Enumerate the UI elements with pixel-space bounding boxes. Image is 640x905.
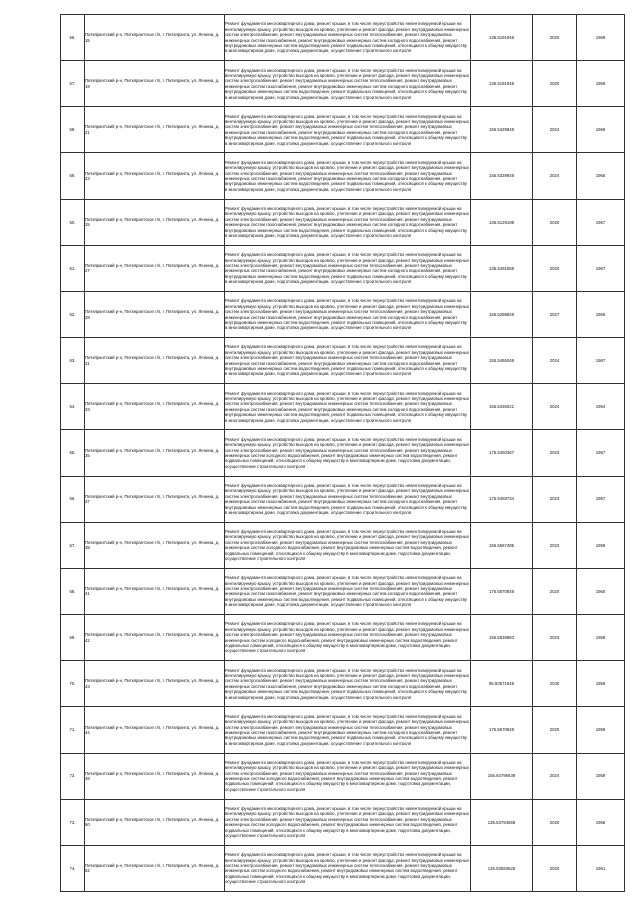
table-row	[61, 199, 625, 245]
table-body	[61, 15, 625, 892]
row-works	[225, 753, 471, 799]
row-address-text: Питкярантский р-н, Питкярантское г/п, г. Питкяранта, ул. Ленина, д. 31	[85, 355, 220, 366]
row-address-text: Питкярантский р-н, Питкярантское г/п, г. Питкяранта, ул. Ленина, д. 37	[85, 493, 220, 505]
row-build-year-text: 1966	[595, 173, 606, 179]
table-row	[61, 61, 625, 107]
row-number-text: 71.	[69, 727, 76, 733]
row-plan-year-text: 2020	[549, 819, 560, 825]
row-number	[61, 199, 85, 245]
row-works-text: Ремонт фундамента многоквартирного дома, ремонт крыши, в том числе переустройство невентилируемой крыши на вентилируемую крышу, устройство выходов на кровлю, утепление и ремонт фасада, ремонт внутридомовых инженерных систем электроснабжения, ремонт внутридомовых инженерных систем теплоснабжения, ремонт внутридомовых инженерных систем газоснабжения, ремонт внутридомовых инженерных систем холодного водоснабжения, ремонт внутридомовых инженерных систем водоотведения, ремонт подвальных помещений, относящихся к общему имуществу в многоквартирном доме, подготовка документации, осуществление строительного контроля	[225, 667, 469, 700]
row-cost-text: 95.50571848	[488, 681, 515, 687]
row-build-year-text: 1967	[595, 219, 606, 225]
row-number	[61, 522, 85, 568]
row-build-year	[577, 245, 625, 291]
row-works-text: Ремонт фундамента многоквартирного дома, ремонт крыши, в том числе переустройство невентилируемой крыши на вентилируемую крышу, устройство выходов на кровлю, утепление и ремонт фасада, ремонт внутридомовых инженерных систем электроснабжения, ремонт внутридомовых инженерных систем теплоснабжения, ремонт внутридомовых инженерных систем холодного водоснабжения, ремонт внутридомовых инженерных систем водоотведения, ремонт подвальных помещений, относящихся к общему имуществу в многоквартирном доме, подготовка документации, осуществление строительного контроля	[225, 621, 469, 654]
row-plan-year-text: 2020	[549, 219, 560, 225]
row-number	[61, 476, 85, 522]
row-works	[225, 799, 471, 845]
row-plan-year	[533, 753, 577, 799]
row-address	[85, 384, 225, 430]
row-plan-year	[533, 615, 577, 661]
table-row	[61, 568, 625, 614]
row-build-year-text: 1969	[595, 81, 606, 87]
table-row	[61, 15, 625, 61]
row-number-text: 70.	[69, 681, 76, 687]
row-plan-year	[533, 199, 577, 245]
row-works-text: Ремонт фундамента многоквартирного дома, ремонт крыши, в том числе переустройство невентилируемой крыши на вентилируемую крышу, устройство выходов на кровлю, утепление и ремонт фасада, ремонт внутридомовых инженерных систем электроснабжения, ремонт внутридомовых инженерных систем теплоснабжения, ремонт внутридомовых инженерных систем газоснабжения, ремонт внутридомовых инженерных систем холодного водоснабжения, ремонт внутридомовых инженерных систем водоотведения, ремонт подвальных помещений, относящихся к общему имуществу в многоквартирном доме, подготовка документации, осуществление строительного контроля	[225, 67, 469, 100]
table-row	[61, 153, 625, 199]
row-number	[61, 661, 85, 707]
row-cost-text: 155.5329848	[488, 173, 515, 179]
row-address	[85, 61, 225, 107]
row-build-year	[577, 153, 625, 199]
row-build-year	[577, 615, 625, 661]
row-cost	[471, 153, 533, 199]
row-build-year-text: 1957	[595, 450, 606, 456]
row-number	[61, 753, 85, 799]
row-number-text: 72.	[69, 773, 76, 779]
row-address	[85, 245, 225, 291]
row-works	[225, 476, 471, 522]
row-works	[225, 845, 471, 891]
row-plan-year	[533, 522, 577, 568]
row-plan-year-text: 2020	[549, 81, 560, 87]
row-works-text: Ремонт фундамента многоквартирного дома, ремонт крыши, в том числе переустройство невентилируемой крыши на вентилируемую крышу, устройство выходов на кровлю, утепление и ремонт фасада, ремонт внутридомовых инженерных систем электроснабжения, ремонт внутридомовых инженерных систем теплоснабжения, ремонт внутридомовых инженерных систем газоснабжения, ремонт внутридомовых инженерных систем холодного водоснабжения, ремонт внутридомовых инженерных систем водоотведения, ремонт подвальных помещений, относящихся к общему имуществу в многоквартирном доме, подготовка документации, осуществление строительного контроля	[225, 298, 469, 331]
row-plan-year-text: 2024	[549, 773, 560, 779]
row-plan-year-text: 2023	[549, 450, 560, 456]
row-cost	[471, 430, 533, 476]
row-cost-text: 175.5450367	[488, 450, 515, 456]
row-plan-year	[533, 61, 577, 107]
row-build-year	[577, 61, 625, 107]
row-number-text: 62.	[69, 311, 76, 317]
row-works	[225, 522, 471, 568]
row-plan-year	[533, 476, 577, 522]
row-cost-text: 155.54795638	[487, 773, 516, 779]
row-works	[225, 338, 471, 384]
row-works-text: Ремонт фундамента многоквартирного дома, ремонт крыши, в том числе переустройство невентилируемой крыши на вентилируемую крышу, устройство выходов на кровлю, утепление и ремонт фасада, ремонт внутридомовых инженерных систем электроснабжения, ремонт внутридомовых инженерных систем теплоснабжения, ремонт внутридомовых инженерных систем холодного водоснабжения, ремонт внутридомовых инженерных систем водоотведения, ремонт подвальных помещений, относящихся к общему имуществу в многоквартирном доме, подготовка документации, осуществление строительного контроля	[225, 436, 469, 469]
row-build-year-text: 1969	[595, 34, 606, 40]
row-address	[85, 15, 225, 61]
row-number	[61, 707, 85, 753]
row-address	[85, 338, 225, 384]
row-build-year-text: 1958	[595, 634, 606, 640]
row-plan-year-text: 2020	[549, 34, 560, 40]
row-address-text: Питкярантский р-н, Питкярантское г/п, г. Питкяранта, ул. Ленина, д. 44	[85, 724, 220, 735]
repair-schedule-table	[60, 14, 625, 892]
row-cost-text: 135.5129198	[488, 219, 515, 225]
row-address	[85, 568, 225, 614]
row-build-year	[577, 799, 625, 845]
row-number	[61, 107, 85, 153]
row-address-text: Питкярантский р-н, Питкярантское г/п, г. Питкяранта, ул. Ленина, д. 33	[85, 401, 220, 412]
row-works-text: Ремонт фундамента многоквартирного дома, ремонт крыши, в том числе переустройство невентилируемой крыши на вентилируемую крышу, устройство выходов на кровлю, утепление и ремонт фасада, ремонт внутридомовых инженерных систем электроснабжения, ремонт внутридомовых инженерных систем теплоснабжения, ремонт внутридомовых инженерных систем газоснабжения, ремонт внутридомовых инженерных систем холодного водоснабжения, ремонт внутридомовых инженерных систем водоотведения, ремонт подвальных помещений, относящихся к общему имуществу в многоквартирном доме, подготовка документации, осуществление строительного контроля	[225, 252, 469, 285]
row-works	[225, 661, 471, 707]
row-works	[225, 430, 471, 476]
row-number-text: 68.	[69, 588, 76, 594]
row-cost-text: 175.5570848	[488, 727, 515, 733]
row-cost	[471, 476, 533, 522]
row-address-text: Питкярантский р-н, Питкярантское г/п, г. Питкяранта, ул. Ленина, д. 25	[85, 216, 220, 228]
row-cost	[471, 753, 533, 799]
row-plan-year-text: 2020	[549, 727, 560, 733]
row-plan-year	[533, 799, 577, 845]
row-plan-year-text: 2020	[549, 588, 560, 594]
row-plan-year	[533, 384, 577, 430]
row-works	[225, 153, 471, 199]
table-row	[61, 245, 625, 291]
row-address	[85, 291, 225, 337]
row-number	[61, 799, 85, 845]
row-build-year-text: 1959	[595, 542, 606, 548]
row-works-text: Ремонт фундамента многоквартирного дома, ремонт крыши, в том числе переустройство невентилируемой крыши на вентилируемую крышу, устройство выходов на кровлю, утепление и ремонт фасада, ремонт внутридомовых инженерных систем электроснабжения, ремонт внутридомовых инженерных систем теплоснабжения, ремонт внутридомовых инженерных систем газоснабжения, ремонт внутридомовых инженерных систем холодного водоснабжения, ремонт внутридомовых инженерных систем водоотведения, ремонт подвальных помещений, относящихся к общему имуществу в многоквартирном доме, подготовка документации, осуществление строительного контроля	[225, 159, 469, 192]
row-address-text: Питкярантский р-н, Питкярантское г/п, г. Питкяранта, ул. Ленина, д. 21	[85, 124, 220, 135]
row-plan-year-text: 2027	[549, 311, 560, 317]
row-works	[225, 568, 471, 614]
row-number-text: 63.	[69, 357, 76, 363]
row-address-text: Питкярантский р-н, Питкярантское г/п, г. Питкяранта, ул. Ленина, д. 35	[85, 447, 220, 458]
row-cost-text: 135.5191948	[488, 34, 515, 40]
row-build-year	[577, 338, 625, 384]
row-build-year	[577, 522, 625, 568]
row-number-text: 67.	[69, 542, 76, 548]
row-address-text: Питкярантский р-н, Питкярантское г/п, г. Питкяранта, ул. Ленина, д. 23	[85, 170, 220, 182]
row-number-text: 65.	[69, 450, 76, 456]
row-plan-year	[533, 845, 577, 891]
row-number-text: 64.	[69, 404, 76, 410]
table-row	[61, 799, 625, 845]
row-number	[61, 430, 85, 476]
row-plan-year	[533, 153, 577, 199]
row-address	[85, 107, 225, 153]
row-build-year	[577, 15, 625, 61]
row-works-text: Ремонт фундамента многоквартирного дома, ремонт крыши, в том числе переустройство невентилируемой крыши на вентилируемую крышу, устройство выходов на кровлю, утепление и ремонт фасада, ремонт внутридомовых инженерных систем электроснабжения, ремонт внутридомовых инженерных систем теплоснабжения, ремонт внутридомовых инженерных систем газоснабжения, ремонт внутридомовых инженерных систем холодного водоснабжения, ремонт внутридомовых инженерных систем водоотведения, ремонт подвальных помещений, относящихся к общему имуществу в многоквартирном доме, подготовка документации, осуществление строительного контроля	[225, 21, 469, 54]
row-works-text: Ремонт фундамента многоквартирного дома, ремонт крыши, в том числе переустройство невентилируемой крыши на вентилируемую крышу, устройство выходов на кровлю, утепление и ремонт фасада, ремонт внутридомовых инженерных систем электроснабжения, ремонт внутридомовых инженерных систем теплоснабжения, ремонт внутридомовых инженерных систем газоснабжения, ремонт внутридомовых инженерных систем холодного водоснабжения, ремонт внутридомовых инженерных систем водоотведения, ремонт подвальных помещений, относящихся к общему имуществу в многоквартирном доме, подготовка документации, осуществление строительного контроля	[225, 713, 469, 746]
row-cost-text: 135.5491658	[488, 265, 515, 271]
row-plan-year	[533, 661, 577, 707]
row-works	[225, 707, 471, 753]
row-plan-year-text: 2024	[549, 404, 560, 410]
table-row	[61, 615, 625, 661]
table-row	[61, 430, 625, 476]
table-row	[61, 107, 625, 153]
row-number-text: 74.	[69, 865, 76, 871]
row-number-text: 57.	[69, 81, 76, 87]
row-address	[85, 476, 225, 522]
row-plan-year	[533, 430, 577, 476]
row-plan-year-text: 2020	[549, 265, 560, 271]
row-number	[61, 245, 85, 291]
row-works-text: Ремонт фундамента многоквартирного дома, ремонт крыши, в том числе переустройство невентилируемой крыши на вентилируемую крышу, устройство выходов на кровлю, утепление и ремонт фасада, ремонт внутридомовых инженерных систем электроснабжения, ремонт внутридомовых инженерных систем теплоснабжения, ремонт внутридомовых инженерных систем холодного водоснабжения, ремонт внутридомовых инженерных систем водоотведения, ремонт подвальных помещений, относящихся к общему имуществу в многоквартирном доме, подготовка документации, осуществление строительного контроля	[225, 852, 469, 885]
row-build-year	[577, 199, 625, 245]
row-address-text: Питкярантский р-н, Питкярантское г/п, г. Питкяранта, ул. Ленина, д. 29	[85, 309, 220, 320]
row-plan-year-text: 2024	[549, 173, 560, 179]
row-build-year-text: 1967	[595, 357, 606, 363]
row-number	[61, 61, 85, 107]
row-address-text: Питкярантский р-н, Питкярантское г/п, г. Питкяранта, ул. Ленина, д. 42	[85, 632, 220, 643]
row-address-text: Питкярантский р-н, Питкярантское г/п, г. Питкяранта, ул. Ленина, д. 50	[85, 816, 220, 828]
table-row	[61, 707, 625, 753]
table-row	[61, 291, 625, 337]
row-cost	[471, 845, 533, 891]
row-cost-text: 135.53593628	[487, 865, 516, 871]
row-works	[225, 615, 471, 661]
row-works	[225, 384, 471, 430]
row-cost	[471, 568, 533, 614]
table-row	[61, 845, 625, 891]
row-cost	[471, 199, 533, 245]
row-build-year-text: 1959	[595, 681, 606, 687]
row-address-text: Питкярантский р-н, Питкярантское г/п, г. Питкяранта, ул. Ленина, д. 52	[85, 862, 220, 874]
row-cost	[471, 245, 533, 291]
row-build-year	[577, 845, 625, 891]
row-plan-year-text: 2020	[549, 865, 560, 871]
row-address-text: Питкярантский р-н, Питкярантское г/п, г. Питкяранта, ул. Ленина, д. 27	[85, 262, 220, 274]
row-build-year-text: 1959	[595, 773, 606, 779]
row-address	[85, 430, 225, 476]
row-works-text: Ремонт фундамента многоквартирного дома, ремонт крыши, в том числе переустройство невентилируемой крыши на вентилируемую крышу, устройство выходов на кровлю, утепление и ремонт фасада, ремонт внутридомовых инженерных систем электроснабжения, ремонт внутридомовых инженерных систем теплоснабжения, ремонт внутридомовых инженерных систем газоснабжения, ремонт внутридомовых инженерных систем холодного водоснабжения, ремонт внутридомовых инженерных систем водоотведения, ремонт подвальных помещений, относящихся к общему имуществу в многоквартирном доме, подготовка документации, осуществление строительного контроля	[225, 205, 469, 239]
row-build-year-text: 1966	[595, 311, 606, 317]
row-cost-text: 135.53794858	[487, 819, 516, 825]
row-number	[61, 338, 85, 384]
row-address-text: Питкярантский р-н, Питкярантское г/п, г. Питкяранта, ул. Ленина, д. 15	[85, 32, 220, 43]
row-cost	[471, 615, 533, 661]
row-works	[225, 291, 471, 337]
row-address	[85, 845, 225, 891]
row-address-text: Питкярантский р-н, Питкярантское г/п, г. Питкяранта, ул. Ленина, д. 48	[85, 770, 220, 782]
row-cost	[471, 338, 533, 384]
row-cost	[471, 61, 533, 107]
row-cost-text: 155.5539883	[488, 634, 515, 640]
row-number	[61, 291, 85, 337]
row-cost-text: 155.5298848	[488, 311, 515, 317]
row-build-year-text: 1969	[595, 127, 606, 133]
row-works-text: Ремонт фундамента многоквартирного дома, ремонт крыши, в том числе переустройство невентилируемой крыши на вентилируемую крышу, устройство выходов на кровлю, утепление и ремонт фасада, ремонт внутридомовых инженерных систем электроснабжения, ремонт внутридомовых инженерных систем теплоснабжения, ремонт внутридомовых инженерных систем холодного водоснабжения, ремонт внутридомовых инженерных систем водоотведения, ремонт подвальных помещений, относящихся к общему имуществу в многоквартирном доме, подготовка документации, осуществление строительного контроля	[225, 759, 469, 792]
row-number-text: 60.	[69, 219, 76, 225]
row-build-year-text: 1959	[595, 727, 606, 733]
row-works-text: Ремонт фундамента многоквартирного дома, ремонт крыши, в том числе переустройство невентилируемой крыши на вентилируемую крышу, устройство выходов на кровлю, утепление и ремонт фасада, ремонт внутридомовых инженерных систем электроснабжения, ремонт внутридомовых инженерных систем теплоснабжения, ремонт внутридомовых инженерных систем газоснабжения, ремонт внутридомовых инженерных систем холодного водоснабжения, ремонт внутридомовых инженерных систем водоотведения, ремонт подвальных помещений, относящихся к общему имуществу в многоквартирном доме, подготовка документации, осуществление строительного контроля	[225, 390, 469, 423]
row-cost-text: 155.5436021	[488, 404, 515, 410]
row-cost-text: 155.5429848	[488, 127, 515, 133]
table-row	[61, 476, 625, 522]
row-cost	[471, 384, 533, 430]
row-number-text: 58.	[69, 127, 76, 133]
row-plan-year	[533, 291, 577, 337]
table-row	[61, 661, 625, 707]
row-address-text: Питкярантский р-н, Питкярантское г/п, г. Питкяранта, ул. Ленина, д. 19	[85, 78, 220, 89]
row-address	[85, 153, 225, 199]
row-number	[61, 615, 85, 661]
row-address	[85, 661, 225, 707]
table-row	[61, 384, 625, 430]
row-address-text: Питкярантский р-н, Питкярантское г/п, г. Питкяранта, ул. Ленина, д. 41	[85, 586, 220, 597]
row-number-text: 73.	[69, 819, 76, 825]
row-works	[225, 245, 471, 291]
row-build-year	[577, 707, 625, 753]
row-works-text: Ремонт фундамента многоквартирного дома, ремонт крыши, в том числе переустройство невентилируемой крыши на вентилируемую крышу, устройство выходов на кровлю, утепление и ремонт фасада, ремонт внутридомовых инженерных систем электроснабжения, ремонт внутридомовых инженерных систем теплоснабжения, ремонт внутридомовых инженерных систем газоснабжения, ремонт внутридомовых инженерных систем холодного водоснабжения, ремонт внутридомовых инженерных систем водоотведения, ремонт подвальных помещений, относящихся к общему имуществу в многоквартирном доме, подготовка документации, осуществление строительного контроля	[225, 344, 469, 377]
row-cost-text: 175.5459734	[488, 496, 515, 502]
row-cost	[471, 522, 533, 568]
row-number-text: 59.	[69, 173, 76, 179]
row-build-year	[577, 384, 625, 430]
row-works	[225, 61, 471, 107]
row-cost-text: 175.5570848	[488, 588, 515, 594]
row-number	[61, 845, 85, 891]
row-works-text: Ремонт фундамента многоквартирного дома, ремонт крыши, в том числе переустройство невентилируемой крыши на вентилируемую крышу, устройство выходов на кровлю, утепление и ремонт фасада, ремонт внутридомовых инженерных систем электроснабжения, ремонт внутридомовых инженерных систем теплоснабжения, ремонт внутридомовых инженерных систем газоснабжения, ремонт внутридомовых инженерных систем холодного водоснабжения, ремонт внутридомовых инженерных систем водоотведения, ремонт подвальных помещений, относящихся к общему имуществу в многоквартирном доме, подготовка документации, осуществление строительного контроля	[225, 575, 469, 608]
row-number-text: 61.	[69, 265, 76, 271]
row-number-text: 56.	[69, 34, 76, 40]
row-cost	[471, 107, 533, 153]
row-plan-year	[533, 338, 577, 384]
row-plan-year-text: 2024	[549, 127, 560, 133]
row-plan-year	[533, 707, 577, 753]
row-build-year-text: 1957	[595, 496, 606, 502]
table-row	[61, 338, 625, 384]
row-address	[85, 799, 225, 845]
row-address	[85, 199, 225, 245]
row-cost-text: 155.5567485	[488, 542, 515, 548]
row-plan-year	[533, 15, 577, 61]
row-cost-text: 155.5465048	[488, 357, 515, 363]
row-cost-text: 135.5191948	[488, 81, 515, 87]
row-build-year	[577, 107, 625, 153]
row-works	[225, 199, 471, 245]
row-works-text: Ремонт фундамента многоквартирного дома, ремонт крыши, в том числе переустройство невентилируемой крыши на вентилируемую крышу, устройство выходов на кровлю, утепление и ремонт фасада, ремонт внутридомовых инженерных систем электроснабжения, ремонт внутридомовых инженерных систем теплоснабжения, ремонт внутридомовых инженерных систем газоснабжения, ремонт внутридомовых инженерных систем холодного водоснабжения, ремонт внутридомовых инженерных систем водоотведения, ремонт подвальных помещений, относящихся к общему имуществу в многоквартирном доме, подготовка документации, осуществление строительного контроля	[225, 113, 469, 146]
row-cost	[471, 707, 533, 753]
row-build-year	[577, 430, 625, 476]
row-plan-year	[533, 107, 577, 153]
row-build-year-text: 1967	[595, 265, 606, 271]
row-build-year-text: 1960	[595, 588, 606, 594]
row-cost	[471, 799, 533, 845]
table-row	[61, 753, 625, 799]
row-plan-year-text: 2023	[549, 542, 560, 548]
row-build-year	[577, 661, 625, 707]
row-works-text: Ремонт фундамента многоквартирного дома, ремонт крыши, в том числе переустройство невентилируемой крыши на вентилируемую крышу, устройство выходов на кровлю, утепление и ремонт фасада, ремонт внутридомовых инженерных систем электроснабжения, ремонт внутридомовых инженерных систем теплоснабжения, ремонт внутридомовых инженерных систем холодного водоснабжения, ремонт внутридомовых инженерных систем водоотведения, ремонт подвальных помещений, относящихся к общему имуществу в многоквартирном доме, подготовка документации, осуществление строительного контроля	[225, 529, 469, 562]
row-cost	[471, 15, 533, 61]
row-address	[85, 522, 225, 568]
row-number	[61, 384, 85, 430]
row-build-year	[577, 753, 625, 799]
row-number	[61, 153, 85, 199]
row-number-text: 66.	[69, 496, 76, 502]
row-build-year-text: 1958	[595, 819, 606, 825]
row-plan-year	[533, 568, 577, 614]
row-address	[85, 753, 225, 799]
row-plan-year-text: 2024	[549, 357, 560, 363]
row-plan-year-text: 2040	[549, 681, 560, 687]
row-address	[85, 707, 225, 753]
row-address-text: Питкярантский р-н, Питкярантское г/п, г. Питкяранта, ул. Ленина, д. 43	[85, 678, 220, 689]
row-build-year-text: 1964	[595, 404, 606, 410]
row-works	[225, 15, 471, 61]
table-row	[61, 522, 625, 568]
row-build-year	[577, 291, 625, 337]
row-works	[225, 107, 471, 153]
row-works-text: Ремонт фундамента многоквартирного дома, ремонт крыши, в том числе переустройство невентилируемой крыши на вентилируемую крышу, устройство выходов на кровлю, утепление и ремонт фасада, ремонт внутридомовых инженерных систем электроснабжения, ремонт внутридомовых инженерных систем теплоснабжения, ремонт внутридомовых инженерных систем холодного водоснабжения, ремонт внутридомовых инженерных систем водоотведения, ремонт подвальных помещений, относящихся к общему имуществу в многоквартирном доме, подготовка документации, осуществление строительного контроля	[225, 806, 469, 839]
row-build-year-text: 1961	[595, 865, 606, 871]
row-plan-year-text: 2023	[549, 496, 560, 502]
row-number	[61, 568, 85, 614]
row-address-text: Питкярантский р-н, Питкярантское г/п, г. Питкяранта, ул. Ленина, д. 39	[85, 539, 220, 551]
row-cost	[471, 291, 533, 337]
row-number	[61, 15, 85, 61]
row-build-year	[577, 476, 625, 522]
row-number-text: 69.	[69, 634, 76, 640]
row-address	[85, 615, 225, 661]
row-plan-year-text: 2023	[549, 634, 560, 640]
row-plan-year	[533, 245, 577, 291]
row-works-text: Ремонт фундамента многоквартирного дома, ремонт крыши, в том числе переустройство невентилируемой крыши на вентилируемую крышу, устройство выходов на кровлю, утепление и ремонт фасада, ремонт внутридомовых инженерных систем электроснабжения, ремонт внутридомовых инженерных систем теплоснабжения, ремонт внутридомовых инженерных систем газоснабжения, ремонт внутридомовых инженерных систем холодного водоснабжения, ремонт внутридомовых инженерных систем водоотведения, ремонт подвальных помещений, относящихся к общему имуществу в многоквартирном доме, подготовка документации, осуществление строительного контроля	[225, 482, 469, 515]
row-cost	[471, 661, 533, 707]
row-build-year	[577, 568, 625, 614]
